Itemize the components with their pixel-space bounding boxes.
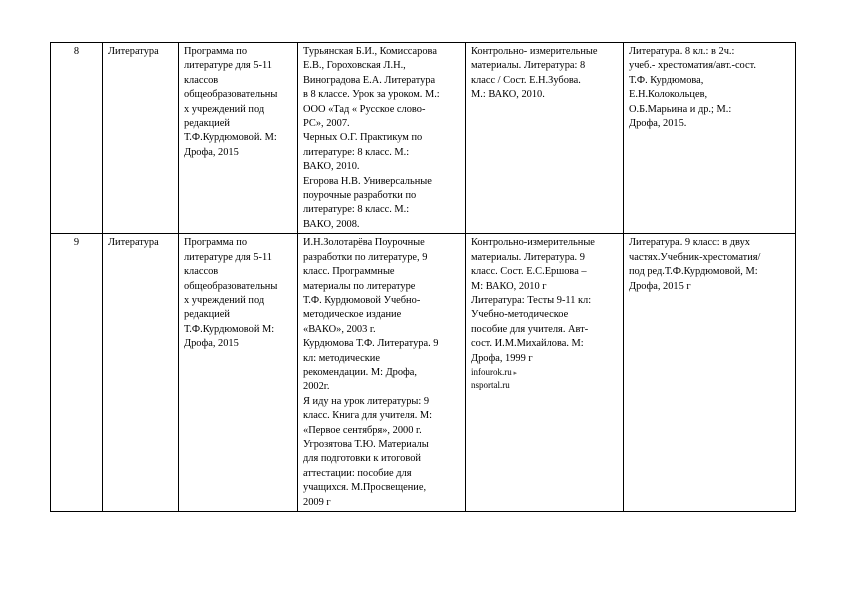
cell-line: литературе: 8 класс. М.: bbox=[303, 146, 410, 158]
cell-line: редакцией bbox=[184, 309, 230, 321]
resource-link[interactable] bbox=[471, 379, 618, 391]
cell-line: Дрофа, 2015 bbox=[184, 338, 239, 350]
cell-line: Я иду на урок литературы: 9 bbox=[303, 395, 430, 407]
cell-line: учеб.- хрестоматия/авт.-сост. bbox=[629, 60, 756, 72]
cell-line: в 8 классе. Урок за уроком. М.: bbox=[303, 89, 440, 101]
cell-line: материалы. Литература. 9 bbox=[471, 251, 585, 263]
cell-line: классов bbox=[184, 266, 219, 278]
cell-line: Т.Ф.Курдюмовой М: bbox=[184, 323, 275, 335]
table-row bbox=[51, 234, 796, 512]
cell-line: Т.Ф. Курдюмова, bbox=[629, 74, 704, 86]
subject-cell: Литература bbox=[103, 43, 179, 234]
cell-line: О.Б.Марьина и др.; М.: bbox=[629, 103, 732, 115]
cell-line: Т.Ф.Курдюмовой. М: bbox=[184, 132, 277, 144]
resource-link[interactable] bbox=[471, 366, 618, 379]
cell-line: Черных О.Г. Практикум по bbox=[303, 132, 423, 144]
cell-line: под ред.Т.Ф.Курдюмовой, М: bbox=[629, 266, 758, 278]
cell-line: литературе для 5-11 bbox=[184, 60, 272, 72]
cell-line: Е.В., Гороховская Л.Н., bbox=[303, 60, 406, 72]
cell-line: поурочные разработки по bbox=[303, 190, 417, 202]
cell-line: разработки по литературе, 9 bbox=[303, 251, 428, 263]
cell-line: М: ВАКО, 2010 г bbox=[471, 280, 547, 292]
methodical-literature-cell bbox=[298, 43, 466, 234]
cell-line: Т.Ф. Курдюмовой Учебно- bbox=[303, 294, 421, 306]
cell-line: Литература: Тесты 9-11 кл: bbox=[471, 294, 592, 306]
cell-line: материалы. Литература: 8 bbox=[471, 60, 586, 72]
cell-line: Курдюмова Т.Ф. Литература. 9 bbox=[303, 338, 439, 350]
cell-line: литературе: 8 класс. М.: bbox=[303, 204, 410, 216]
cell-line: х учреждений под bbox=[184, 103, 265, 115]
cell-line: Программа по bbox=[184, 46, 248, 57]
cell-line: классов bbox=[184, 74, 219, 86]
textbook-cell bbox=[624, 43, 796, 234]
cell-line: Программа по bbox=[184, 237, 248, 249]
resource-link-text[interactable]: nsportal.ru bbox=[471, 379, 510, 390]
program-cell bbox=[179, 234, 298, 512]
program-cell bbox=[179, 43, 298, 234]
cell-line: класс. Сост. Е.С.Ершова – bbox=[471, 266, 587, 278]
external-link-icon: ▸ bbox=[511, 368, 518, 377]
cell-line: материалы по литературе bbox=[303, 280, 416, 292]
cell-line: литературе для 5-11 bbox=[184, 251, 272, 263]
resource-link-text[interactable]: infourok.ru bbox=[471, 366, 512, 377]
cell-line: Дрофа, 2015 г bbox=[629, 280, 691, 292]
cell-line: аттестации: пособие для bbox=[303, 467, 412, 479]
cell-line: Литература. 8 кл.: в 2ч.: bbox=[629, 46, 735, 57]
cell-line: Дрофа, 1999 г bbox=[471, 352, 533, 364]
control-materials-cell bbox=[466, 234, 624, 512]
cell-line: класс. Книга для учителя. М: bbox=[303, 410, 433, 422]
cell-line: Егорова Н.В. Универсальные bbox=[303, 175, 432, 187]
cell-line: пособие для учителя. Авт- bbox=[471, 323, 589, 335]
cell-line: Учебно-методическое bbox=[471, 309, 569, 321]
table-row bbox=[51, 43, 796, 234]
cell-line: Контрольно-измерительные bbox=[471, 237, 595, 249]
cell-line: 2002г. bbox=[303, 381, 330, 393]
cell-line: редакцией bbox=[184, 118, 230, 130]
textbook-cell bbox=[624, 234, 796, 512]
cell-line: методическое издание bbox=[303, 309, 402, 321]
cell-line: Дрофа, 2015. bbox=[629, 118, 687, 130]
control-materials-cell bbox=[466, 43, 624, 234]
cell-line: ВАКО, 2008. bbox=[303, 218, 360, 230]
cell-line: И.Н.Золотарёва Поурочные bbox=[303, 237, 425, 249]
cell-line: РС», 2007. bbox=[303, 118, 350, 130]
grade-cell: 9 bbox=[51, 234, 103, 512]
cell-line: для подготовки к итоговой bbox=[303, 453, 421, 465]
cell-line: «Первое сентября», 2000 г. bbox=[303, 424, 422, 436]
methodical-literature-cell bbox=[298, 234, 466, 512]
cell-line: класс / Сост. Е.Н.Зубова. bbox=[471, 74, 581, 86]
cell-line: 2009 г bbox=[303, 496, 331, 508]
curriculum-table bbox=[50, 42, 796, 512]
cell-line: Угрозятова Т.Ю. Материалы bbox=[303, 438, 429, 450]
cell-line: Виноградова Е.А. Литература bbox=[303, 74, 436, 86]
cell-line: класс. Программные bbox=[303, 266, 395, 278]
cell-line: Турьянская Б.И., Комиссарова bbox=[303, 46, 437, 57]
grade-cell: 8 bbox=[51, 43, 103, 234]
cell-line: х учреждений под bbox=[184, 294, 265, 306]
cell-line: «ВАКО», 2003 г. bbox=[303, 323, 376, 335]
cell-line: ВАКО, 2010. bbox=[303, 161, 360, 173]
subject-cell: Литература bbox=[103, 234, 179, 512]
cell-line: учащихся. М.Просвещение, bbox=[303, 482, 427, 494]
cell-line: сост. И.М.Михайлова. М: bbox=[471, 338, 584, 350]
cell-line: рекомендации. М: Дрофа, bbox=[303, 366, 417, 378]
cell-line: частях.Учебник-хрестоматия/ bbox=[629, 251, 761, 263]
cell-line: Дрофа, 2015 bbox=[184, 146, 239, 158]
cell-line: Е.Н.Колокольцев, bbox=[629, 89, 708, 101]
cell-line: кл: методические bbox=[303, 352, 380, 364]
cell-line: Литература. 9 класс: в двух bbox=[629, 237, 750, 249]
cell-line: М.: ВАКО, 2010. bbox=[471, 89, 545, 101]
cell-line: Контрольно- измерительные bbox=[471, 46, 598, 57]
cell-line: общеобразовательны bbox=[184, 89, 278, 101]
cell-line: общеобразовательны bbox=[184, 280, 278, 292]
cell-line: ООО «Тад « Русское слово- bbox=[303, 103, 426, 115]
